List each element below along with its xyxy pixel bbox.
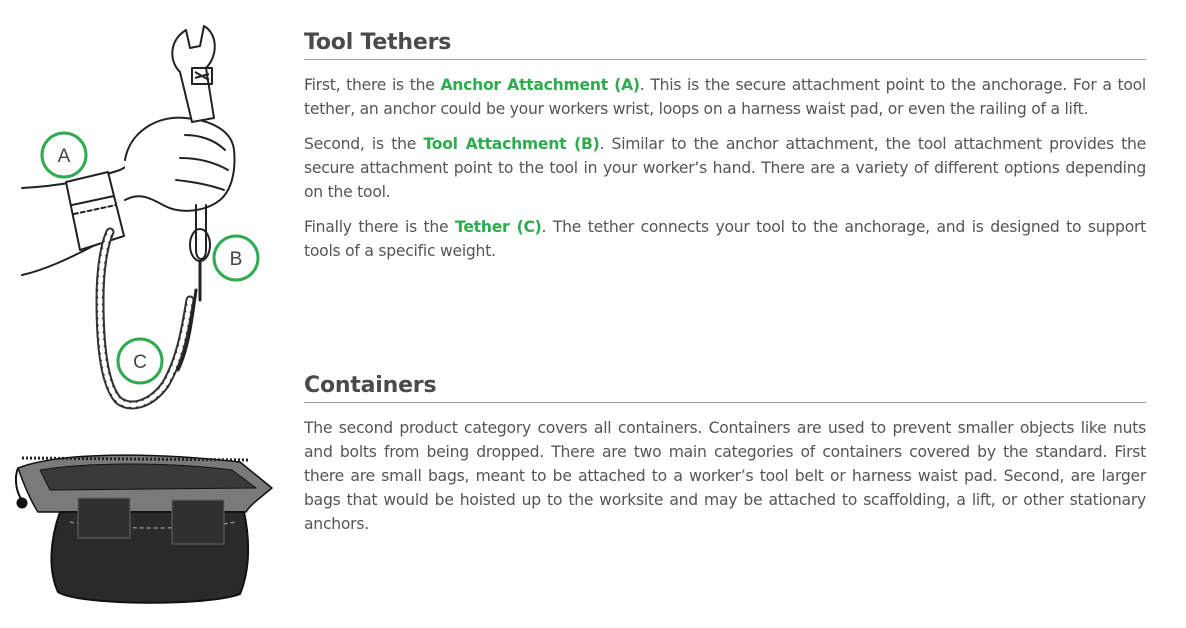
p3-lead: Finally there is the — [304, 218, 456, 236]
tool-tethers-paragraph-3 — [304, 215, 1146, 263]
cropped-heading-fragment — [1078, 0, 1138, 6]
tether-term: Tether (C) — [455, 218, 542, 236]
tool-tethers-section — [304, 30, 1146, 263]
callout-c-label: C — [133, 352, 147, 373]
p2-body: . Similar to the anchor attachment, the tool attachment provides the secure attachment point to the tool in your worker’s hand. There are a variety of different options depending on the tool. — [304, 135, 1147, 201]
wrench-drawing — [172, 26, 214, 122]
anchor-attachment-term: Anchor Attachment (A) — [440, 76, 640, 94]
containers-paragraph: The second product category covers all containers. Containers are used to prevent smaller objects like nuts and bolts from being dropped. There are two main categories of containers covered by the standard. First there are small bags, meant to be attached to a worker’s tool belt or harness waist pad. Second, are larger bags that would be hoisted up to the worksite and may be attached to scaffolding, a lift, or other stationary anchors. — [304, 419, 1146, 533]
callout-a — [42, 133, 86, 177]
tool-tethers-paragraph-2 — [304, 132, 1146, 204]
p3-body: . The tether connects your tool to the anchorage, and is designed to support tools of a specific weight. — [304, 218, 1147, 260]
tool-tether-illustration — [0, 0, 290, 628]
callout-a-label: A — [57, 146, 71, 167]
p1-body: . This is the secure attachment point to the anchorage. For a tool tether, an anchor could be your workers wrist, loops on a harness waist pad, or even the railing of a lift. — [304, 76, 1146, 118]
callout-c — [118, 339, 162, 383]
callout-b — [214, 236, 258, 280]
tool-tethers-paragraph-1 — [304, 73, 1146, 121]
p2-lead: Second, is the — [304, 135, 424, 153]
containers-section — [304, 373, 1146, 536]
p1-lead: First, there is the — [304, 76, 441, 94]
containers-heading: Containers — [304, 373, 1146, 403]
tool-bag-drawing — [16, 455, 272, 603]
tool-tethers-heading: Tool Tethers — [304, 30, 1146, 60]
tool-attachment-term: Tool Attachment (B) — [423, 135, 600, 153]
callout-b-label: B — [229, 249, 243, 270]
